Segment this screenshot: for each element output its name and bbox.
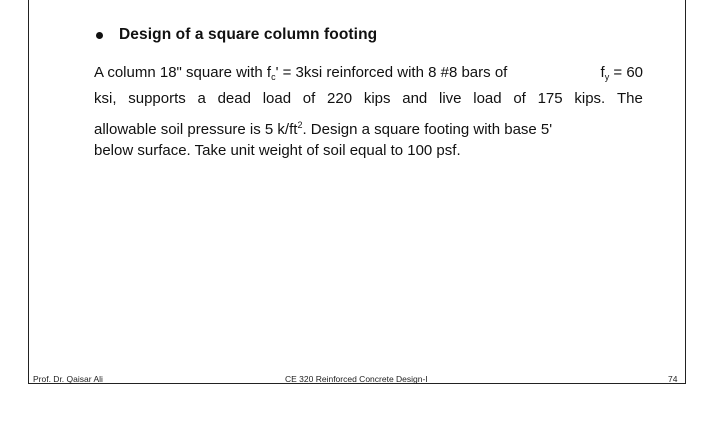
heading: Design of a square column footing [119,26,378,43]
bullet-icon [96,32,103,39]
heading-row [96,26,377,44]
problem-line-1 [94,60,643,86]
problem-statement [94,60,643,164]
line3-text-a: allowable soil pressure is 5 k/ft [94,121,298,138]
fc-subscript: c [271,72,276,82]
line2-word: 175 [537,90,563,107]
line1-text-b: ' = 3ksi reinforced with 8 #8 bars of [275,64,508,81]
line2-word: 220 [327,90,353,107]
line2-word: of [513,90,526,107]
line2-word: live [439,90,462,107]
line2-word: supports [128,90,186,107]
line2-word: load [262,90,292,107]
ft-superscript: 2 [297,120,303,130]
line2-word: kips. [574,90,606,107]
line2-word: a [197,90,206,107]
line2-word: ksi, [94,90,117,107]
line2-word: of [302,90,316,107]
line2-word: dead [217,90,251,107]
footer-author: Prof. Dr. Qaisar Ali [33,374,103,384]
problem-line-2 [94,86,643,112]
footer-course: CE 320 Reinforced Concrete Design-I [285,374,428,384]
line2-word: and [402,90,428,107]
footer-page-number: 74 [668,374,678,384]
line2-word: load [473,90,502,107]
line1-text-c: = 60 [609,64,643,81]
slide-frame [28,0,686,384]
problem-line-4: below surface. Take unit weight of soil equal to 100 psf. [94,142,461,159]
fy-subscript: y [604,72,610,82]
fy-symbol: f [600,64,605,81]
line2-word: kips [363,90,391,107]
problem-line-3 [94,112,643,138]
line3-text-b: . Design a square footing with base 5' [302,121,553,138]
line2-word: The [616,90,643,107]
line1-text-a: A column 18" square with f [94,64,272,81]
